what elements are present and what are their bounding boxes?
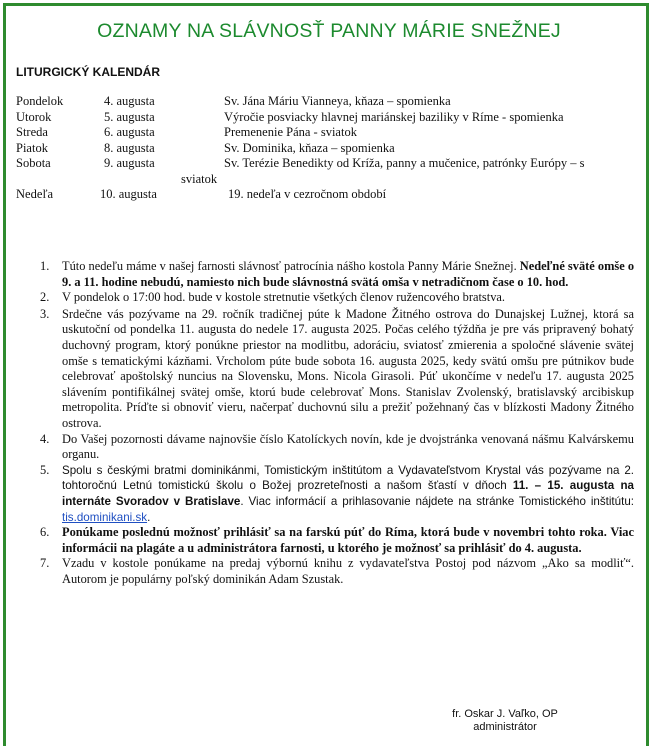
announcement-text: . Viac informácií a prihlasovanie nájdete na stránke Tomistického inštitútu: xyxy=(240,494,634,508)
tis-link[interactable]: tis.dominikani.sk xyxy=(62,510,148,524)
calendar-date: 8. augusta xyxy=(104,140,155,155)
calendar-description: Výročie posviacky hlavnej mariánskej baziliky v Ríme - spomienka xyxy=(224,109,564,124)
announcement-text: Spolu s českými bratmi dominikánmi, Tomistickým inštitútom a Vydavateľstvom Krystal vás pozývame na 2. tohtoročnú Letnú tomistickú školu o Božej prozreteľnosti a našom šťastí v dňoch xyxy=(62,463,634,493)
announcement-text: Vzadu v kostole ponúkame na predaj výbornú knihu z vydavateľstva Postoj pod názvom „Ako sa modliť“. Autorom je populárny poľský dominikán Adam Szustak. xyxy=(62,556,634,586)
announcement-number: 1. xyxy=(40,259,50,273)
announcement-text: Do Vašej pozornosti dávame najnovšie číslo Katolíckych novín, kde je dvojstránka venovaná nášmu Kalvárskemu organu. xyxy=(62,431,634,462)
signature xyxy=(430,708,580,734)
calendar-row-continuation xyxy=(16,172,646,188)
announcement-item xyxy=(24,432,634,463)
calendar-description: Sv. Dominika, kňaza – spomienka xyxy=(224,140,395,155)
announcement-text: Túto nedeľu máme v našej farnosti slávnosť patrocínia nášho kostola Panny Márie Snežnej. xyxy=(62,259,520,273)
announcement-item xyxy=(24,556,634,587)
announcement-item xyxy=(24,259,634,290)
calendar-day: Piatok xyxy=(16,140,48,155)
announcement-text: Srdečne vás pozývame na 29. ročník tradičnej púte k Madone Žitného ostrova do Dunajskej Lužnej, ktorá sa uskutoční od pondelka 11. augusta do nedele 17. augusta 2025. Počas celého týždňa je pre vás pripravený bohatý duchovný program, ktorý ponúkne priestor na modlitbu, adoráciu, sviatosť zmierenia a spoločné slávenie svätej omše s tematickými kázňami. Vrcholom púte bude sobota 16. augusta 2025, kedy svätú omšu pre pútnikov bude celebrovať apoštolský nuncius na Slovensku, Mons. Nicola Girasoli. Púť ukončíme v nedeľu 17. augusta 2025 slávením pontifikálnej svätej omše, ktorú bude celebrovať Mons. Stanislav Zvolenský, bratislavský arcibiskup metropolita. Príďte si obnoviť vieru, načerpať duchovnú silu a prežiť požehnaný čas v blízkosti Madony Žitného ostrova. xyxy=(62,306,634,430)
announcement-text: V pondelok o 17:00 hod. bude v kostole stretnutie všetkých členov ružencového bratstva. xyxy=(62,290,505,305)
announcement-text: . xyxy=(147,510,151,524)
page-title: OZNAMY NA SLÁVNOSŤ PANNY MÁRIE SNEŽNEJ xyxy=(97,20,561,42)
announcement-number: 3. xyxy=(40,306,50,321)
announcement-number: 5. xyxy=(40,462,50,477)
calendar-date: 6. augusta xyxy=(104,125,155,139)
calendar-date: 9. augusta xyxy=(104,156,155,170)
calendar-row xyxy=(16,110,646,126)
calendar-row xyxy=(16,125,646,141)
liturgical-calendar xyxy=(16,94,646,203)
signature-name: fr. Oskar J. Vaľko, OP xyxy=(452,708,558,720)
announcement-item xyxy=(24,290,634,306)
announcement-item xyxy=(24,307,634,432)
announcement-number: 7. xyxy=(40,556,50,571)
announcement-bold-text: 11. – 15. augusta na internáte Svoradov v Bratislave xyxy=(62,479,635,508)
announcement-number: 2. xyxy=(40,290,50,305)
calendar-day: Pondelok xyxy=(16,94,64,108)
calendar-row xyxy=(16,94,646,110)
calendar-date: 5. augusta xyxy=(104,109,155,124)
announcement-number: 6. xyxy=(40,525,50,540)
announcement-bold-text: Nedeľné sväté omše o 9. a 11. hodine nebudú, namiesto nich bude slávnostná svätá omša v netradičnom čase o 10. hod. xyxy=(62,259,635,289)
calendar-date: 10. augusta xyxy=(100,187,157,201)
calendar-row xyxy=(16,141,646,157)
calendar-day: Sobota xyxy=(16,156,51,170)
announcement-number: 4. xyxy=(40,431,50,446)
calendar-description-continued: sviatok xyxy=(181,171,218,186)
signature-role: administrátor xyxy=(473,721,537,733)
calendar-description: 19. nedeľa v cezročnom období xyxy=(228,187,387,201)
announcement-item xyxy=(24,463,634,525)
calendar-row xyxy=(16,156,646,172)
calendar-day: Streda xyxy=(16,125,48,139)
announcements-list xyxy=(24,259,634,587)
calendar-description: Sv. Jána Máriu Vianneya, kňaza – spomienka xyxy=(224,94,451,108)
calendar-day: Utorok xyxy=(16,109,52,124)
calendar-heading: LITURGICKÝ KALENDÁR xyxy=(16,65,160,79)
calendar-day: Nedeľa xyxy=(16,187,53,201)
calendar-description: Premenenie Pána - sviatok xyxy=(224,125,357,139)
announcement-item xyxy=(24,525,634,556)
calendar-row xyxy=(16,187,646,203)
calendar-description: Sv. Terézie Benedikty od Kríža, panny a mučenice, patrónky Európy – s xyxy=(224,156,585,170)
calendar-date: 4. augusta xyxy=(104,94,155,108)
announcement-bold-text: Ponúkame poslednú možnosť prihlásiť sa na farskú púť do Ríma, ktorá bude v novembri tohto roka. Viac informácii na plagáte a u administrátora farnosti, u ktorého je možnosť sa prihlásiť do 4. augusta. xyxy=(62,525,634,555)
